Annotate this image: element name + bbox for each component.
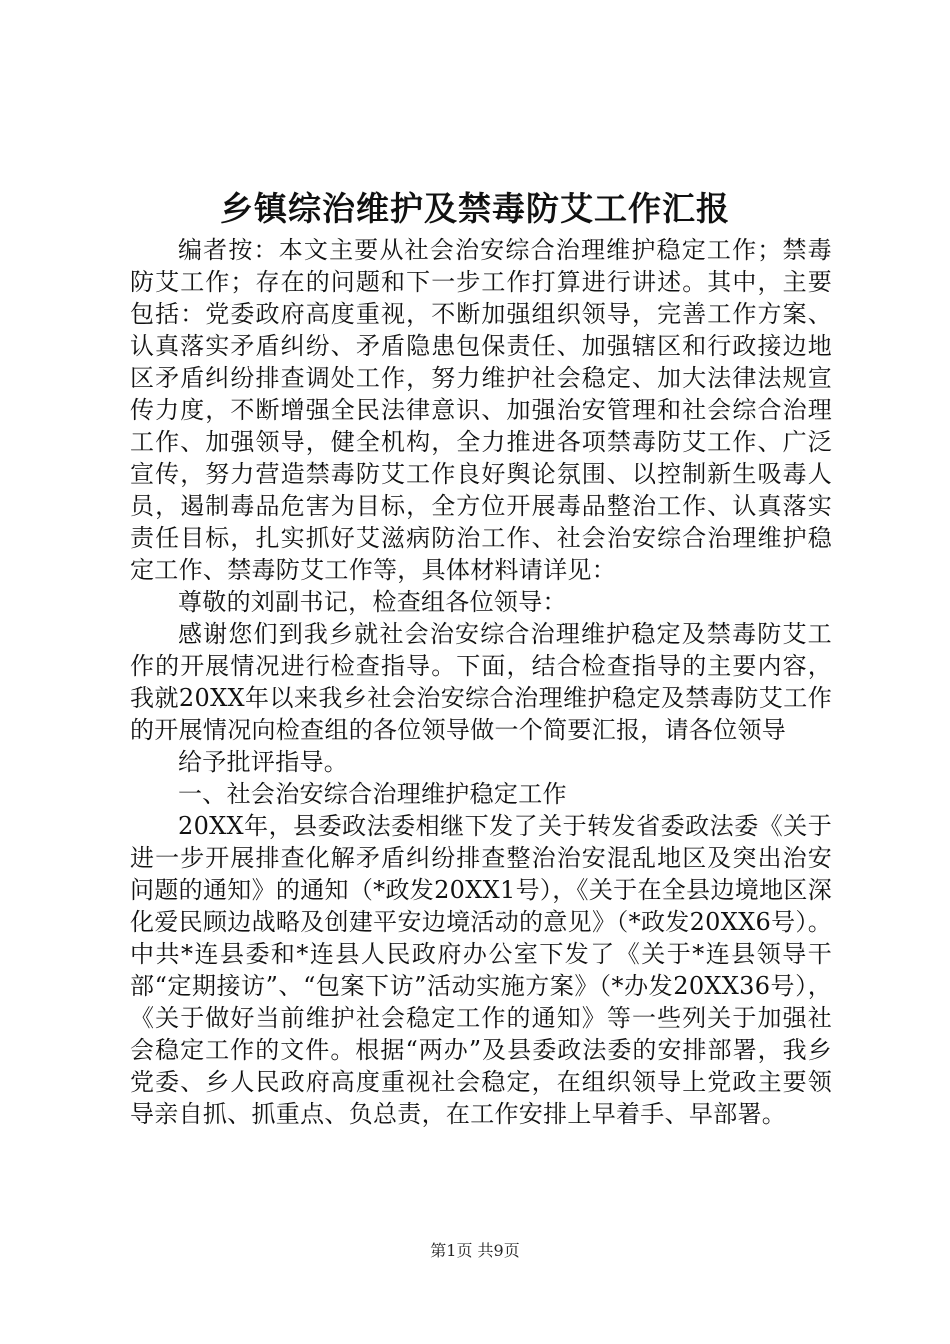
- salutation-paragraph: 尊敬的刘副书记，检查组各位领导：: [178, 588, 567, 616]
- editor-note-paragraph: 编者按：本文主要从社会治安综合治理维护稳定工作；禁毒防艾工作；存在的问题和下一步工作打算进行讲述。其中，主要包括：党委政府高度重视，不断加强组织领导，完善工作方案、认真落实矛盾纠纷、矛盾隐患包保责任、加强辖区和行政接边地区矛盾纠纷排查调处工作，努力维护社会稳定、加大法律法规宣传力度，不断增强全民法律意识、加强治安管理和社会综合治理工作、加强领导，健全机构，全力推进各项禁毒防艾工作、广泛宣传，努力营造禁毒防艾工作良好舆论氛围、以控制新生吸毒人员，遏制毒品危害为目标，全方位开展毒品整治工作、认真落实责任目标，扎实抓好艾滋病防治工作、社会治安综合治理维护稳定工作、禁毒防艾工作等，具体材料请详见：: [130, 236, 832, 584]
- page-number-footer: 第1页 共9页: [430, 1241, 520, 1260]
- intro-paragraph: 感谢您们到我乡就社会治安综合治理维护稳定及禁毒防艾工作的开展情况进行检查指导。下面，结合检查指导的主要内容，我就20XX年以来我乡社会治安综合治理维护稳定及禁毒防艾工作的开展情况向检查组的各位领导做一个简要汇报，请各位领导: [130, 620, 832, 744]
- section-heading: 一、社会治安综合治理维护稳定工作: [178, 780, 567, 808]
- intro-continuation-paragraph: 给予批评指导。: [178, 748, 349, 776]
- section-body-paragraph: 20XX年，县委政法委相继下发了关于转发省委政法委《关于进一步开展排查化解矛盾纠纷排查整治治安混乱地区及突出治安问题的通知》的通知（*政发20XX1号），《关于在全县边境地区深化爱民顾边战略及创建平安边境活动的意见》（*政发20XX6号）。中共*连县委和*连县人民政府办公室下发了《关于*连县领导干部“定期接访”、“包案下访”活动实施方案》（*办发20XX36号），《关于做好当前维护社会稳定工作的通知》等一些列关于加强社会稳定工作的文件。根据“两办”及县委政法委的安排部署，我乡党委、乡人民政府高度重视社会稳定，在组织领导上党政主要领导亲自抓、抓重点、负总责，在工作安排上早着手、早部署。: [130, 812, 832, 1128]
- document-title: 乡镇综治维护及禁毒防艾工作汇报: [220, 189, 730, 228]
- document-body: [130, 234, 832, 1130]
